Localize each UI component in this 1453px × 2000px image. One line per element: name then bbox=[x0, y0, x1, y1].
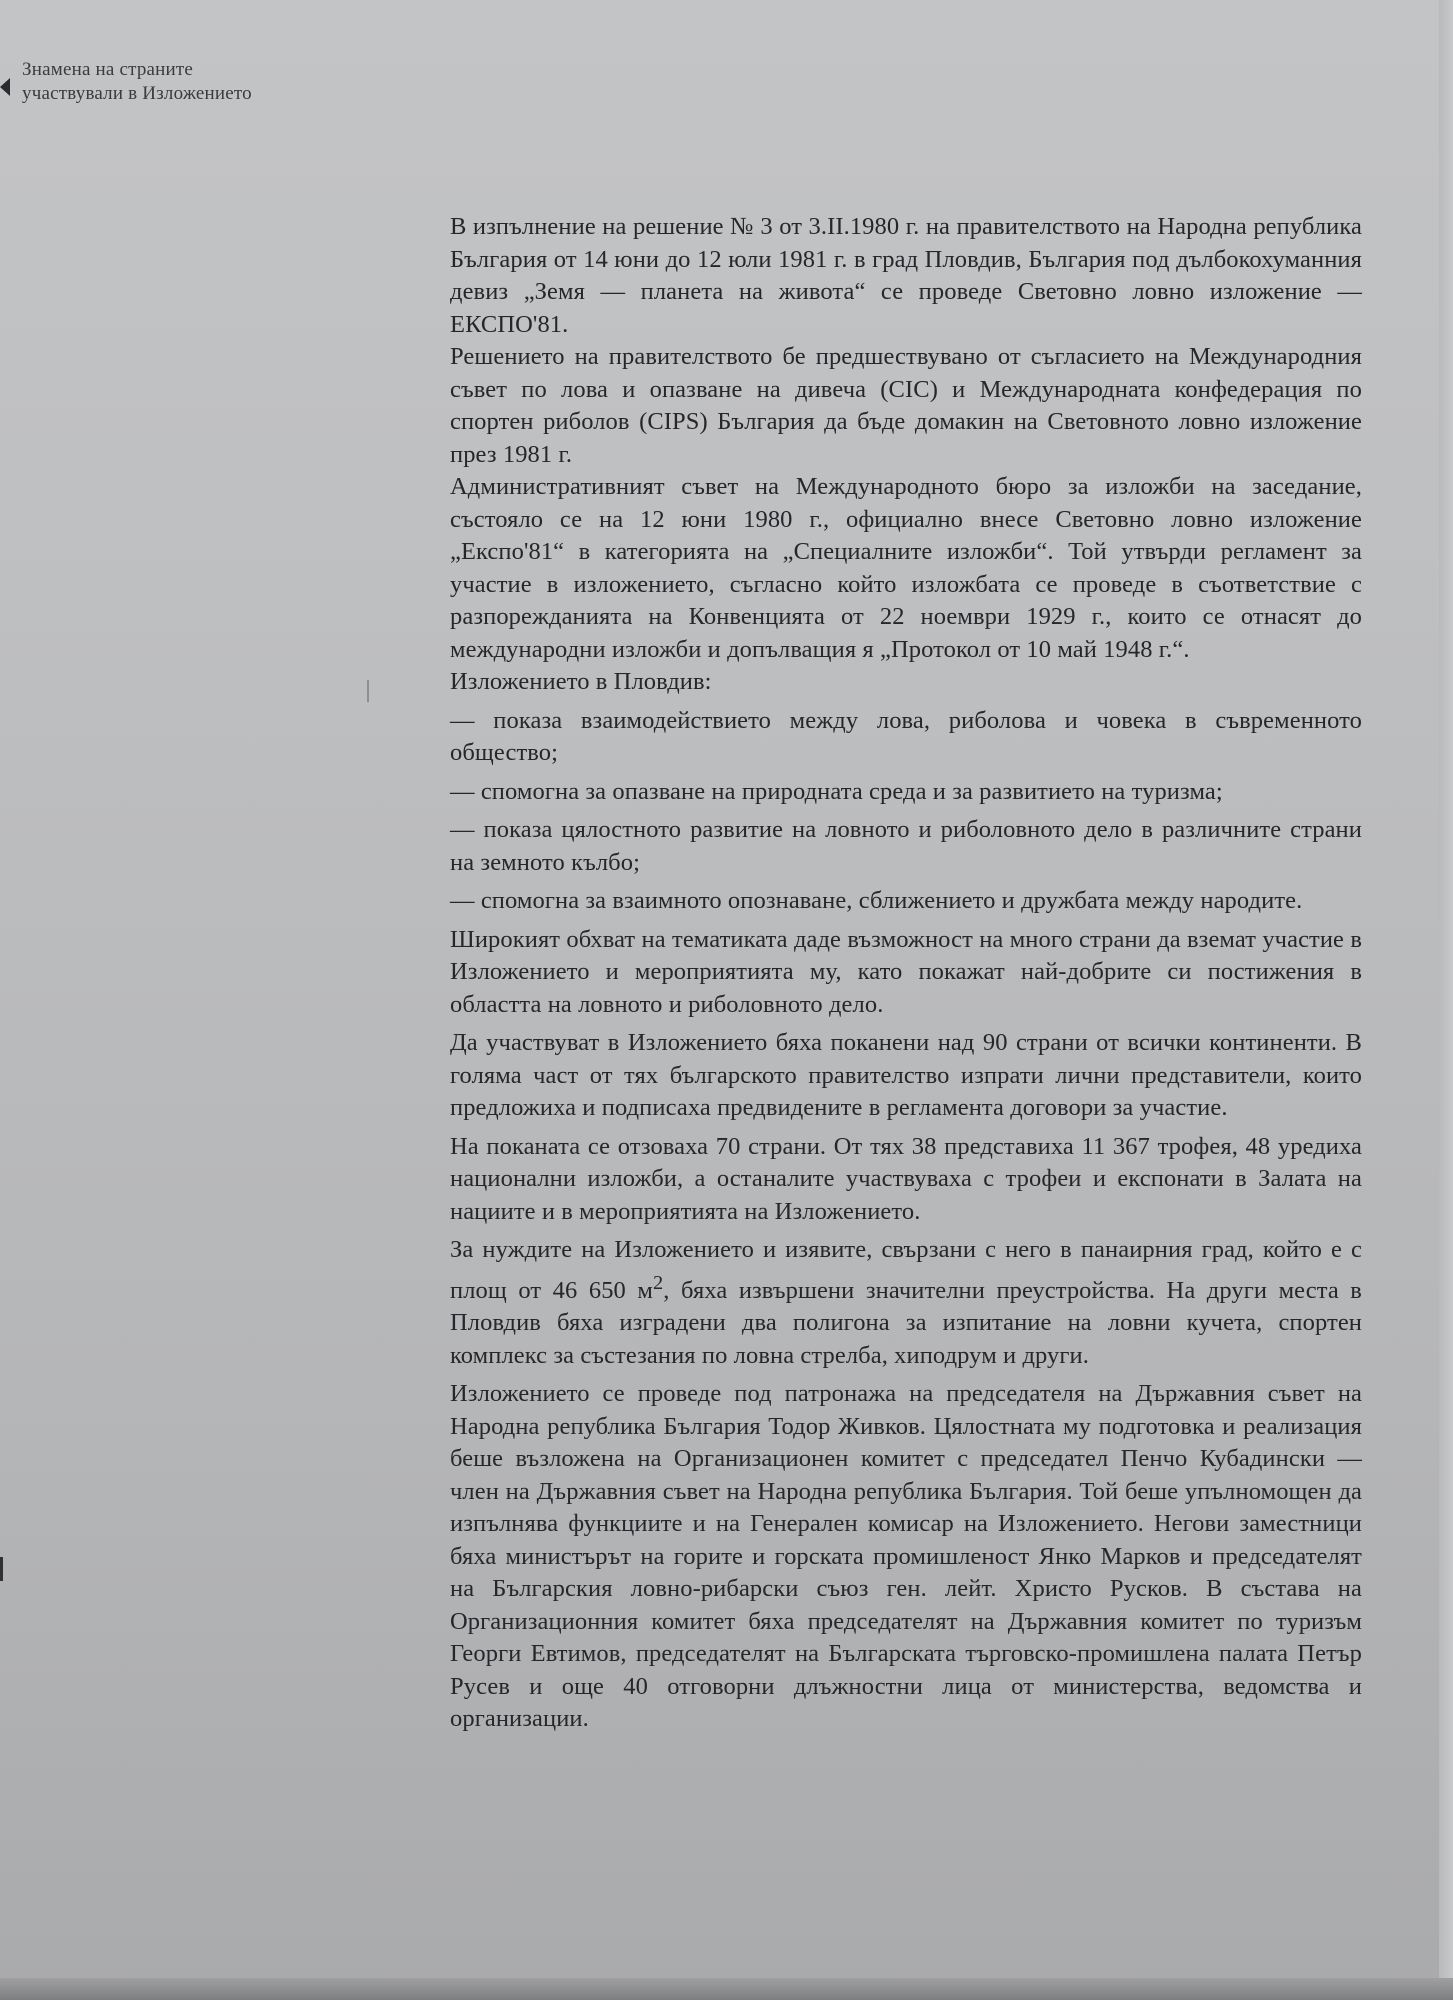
area-superscript: 2 bbox=[652, 1271, 664, 1294]
article-body bbox=[450, 211, 1362, 1736]
list-item: — показа взаимодействието между лова, риболова и човека в съвременното общество; bbox=[450, 706, 1362, 766]
list-item: — спомогна за опазване на природната среда и за развитието на туризма; bbox=[450, 777, 1223, 805]
paragraph-intro: В изпълнение на решение № 3 от 3.II.1980 г. на правителството на Народна република България от 14 юни до 12 юли 1981 г. в град Пловдив, България под дълбокохуманния девиз „Земя — планета на живота“ се проведе Световно ловно изложение — ЕКСПО'81. bbox=[450, 213, 1362, 338]
page-speck bbox=[367, 680, 369, 702]
list-item: — спомогна за взаимното опознаване, сближението и дружбата между народите. bbox=[450, 887, 1303, 914]
paragraph-invited: Да участвуват в Изложението бяха поканени над 90 страни от всички континенти. В голяма част от тях българското правителство изпрати лични представители, които предложиха и подписаха предвидените в регламента договори за участие. bbox=[450, 1029, 1362, 1121]
paragraph-patronage: Изложението се проведе под патронажа на председателя на Държавния съвет на Народна република България Тодор Живков. Цялостната му подготовка и реализация беше възложена на Организационен комитет с председател Пенчо Кубадински — член на Държавния съвет на Народна република България. Той беше упълномощен да изпълнява функциите и на Генерален комисар на Изложението. Негови заместници бяха министърът на горите и горската промишленост Янко Марков и председателят на Българския ловно-рибарски съюз ген. лейт. Христо Русков. В състава на Организационния комитет бяха председателят на Държавния комитет по туризъм Георги Евтимов, председателят на Българската търговско-промишлена палата Петър Русев и още 40 отговорни длъжностни лица от министерства, ведомства и организации. bbox=[450, 1380, 1362, 1733]
paragraph-scope: Широкият обхват на тематиката даде възможност на много страни да вземат участие в Изложението и мероприятията му, като покажат най-добрите си постижения в областта на ловното и риболовното дело. bbox=[450, 925, 1362, 1018]
page-bottom-edge bbox=[0, 1978, 1453, 2000]
paragraph-list-heading: Изложението в Пловдив: bbox=[450, 668, 712, 695]
paragraph-area bbox=[450, 1234, 1362, 1372]
caption-pointer-icon bbox=[0, 78, 10, 96]
area-text-before: За нуждите на Изложението и изявите, свързани с него в панаирния град, който е с площ от 46 650 м bbox=[450, 1236, 1362, 1304]
photo-caption bbox=[22, 58, 342, 106]
paragraph-precedent: Решението на правителството бе предшествувано от съгласието на Международния съвет по лова и опазване на дивеча (CIC) и Международната конфедерация по спортен риболов (CIPS) България да бъде домакин на Световното ловно изложение през 1981 г. bbox=[450, 343, 1362, 468]
page-edge bbox=[1439, 0, 1453, 2000]
margin-mark bbox=[0, 1557, 3, 1581]
list-item: — показа цялостното развитие на ловното и риболовното дело в различните страни на земното кълбо; bbox=[450, 816, 1362, 876]
caption-line-1: Знамена на страните bbox=[22, 59, 194, 80]
paragraph-responded: На поканата се отзоваха 70 страни. От тях 38 представиха 11 367 трофея, 48 уредиха национални изложби, а останалите участвуваха с трофеи и експонати в Залата на нациите и в мероприятията на Изложението. bbox=[450, 1132, 1362, 1225]
caption-line-2: участвували в Изложението bbox=[22, 83, 252, 104]
paragraph-bureau: Административният съвет на Международното бюро за изложби на заседание, състояло се на 12 юни 1980 г., официално внесе Световно ловно изложение „Експо'81“ в категорията на „Специалните изложби“. Той утвърди регламент за участие в изложението, съгласно който изложбата се проведе в съответствие с разпорежданията на Конвенцията от 22 ноември 1929 г., които се отнасят до международни изложби и допълващия я „Протокол от 10 май 1948 г.“. bbox=[450, 473, 1362, 663]
area-text-after: , бяха извършени значителни преустройства. На други места в Пловдив бяха изградени два полигона за изпитание на ловни кучета, спортен комплекс за състезания по ловна стрелба, хиподрум и други. bbox=[450, 1276, 1362, 1369]
